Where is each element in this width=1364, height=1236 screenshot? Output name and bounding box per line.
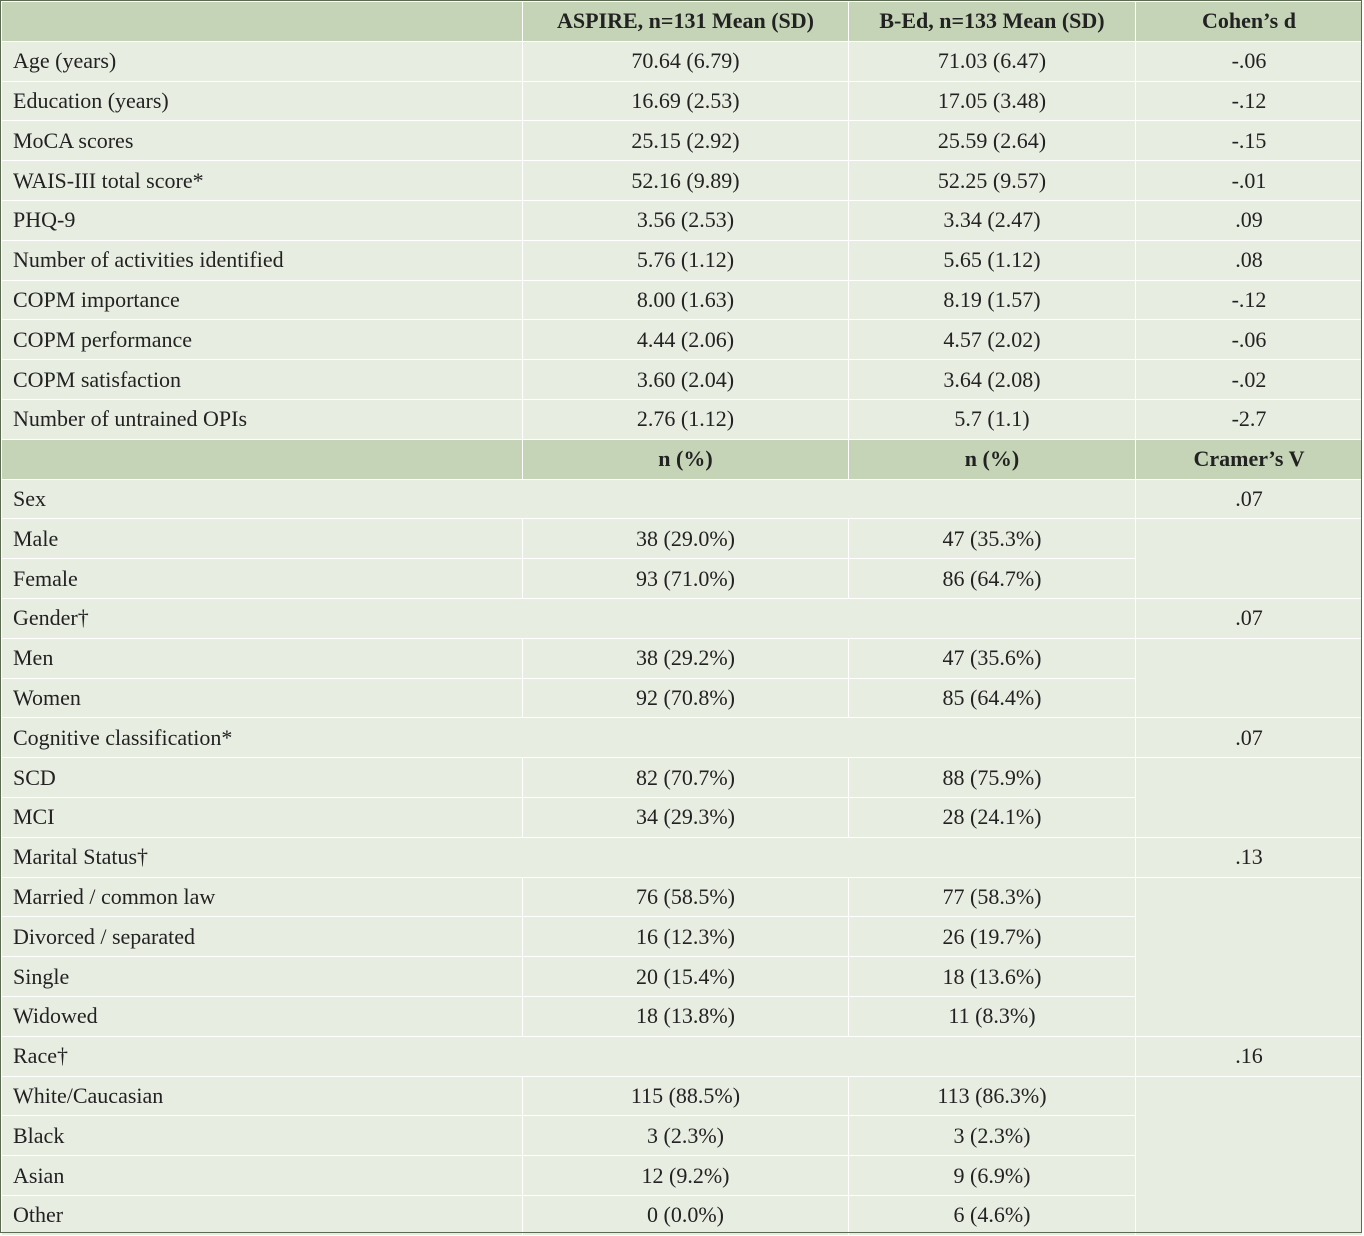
cramers-v-value: .13 <box>1136 837 1363 877</box>
header-aspire: ASPIRE, n=131 Mean (SD) <box>523 2 849 42</box>
group-label: Gender† <box>2 598 1136 638</box>
table-row <box>2 1076 1363 1116</box>
demographics-table <box>1 1 1363 1236</box>
aspire-value: 5.76 (1.12) <box>523 240 849 280</box>
aspire-value: 92 (70.8%) <box>523 678 849 718</box>
row-label: COPM importance <box>2 280 523 320</box>
bed-value: 88 (75.9%) <box>849 758 1136 798</box>
row-label: Divorced / separated <box>2 917 523 957</box>
bed-value: 25.59 (2.64) <box>849 121 1136 161</box>
aspire-value: 52.16 (9.89) <box>523 161 849 201</box>
row-label: Asian <box>2 1156 523 1196</box>
header-row-categorical <box>2 439 1363 479</box>
row-label: MoCA scores <box>2 121 523 161</box>
aspire-value: 8.00 (1.63) <box>523 280 849 320</box>
bed-value: 113 (86.3%) <box>849 1076 1136 1116</box>
table-row <box>2 121 1363 161</box>
row-label: SCD <box>2 758 523 798</box>
group-row <box>2 718 1363 758</box>
table-row <box>2 758 1363 798</box>
header-empty-cell <box>2 439 523 479</box>
table-row <box>2 280 1363 320</box>
bed-value: 47 (35.6%) <box>849 638 1136 678</box>
cohens-d-value: .08 <box>1136 240 1363 280</box>
row-label: Female <box>2 559 523 599</box>
cramers-v-value: .07 <box>1136 598 1363 638</box>
cohens-d-value: -.15 <box>1136 121 1363 161</box>
aspire-value: 0 (0.0%) <box>523 1195 849 1235</box>
bed-value: 28 (24.1%) <box>849 797 1136 837</box>
table-row <box>2 320 1363 360</box>
cramers-v-value: .07 <box>1136 479 1363 519</box>
cohens-d-value: -.01 <box>1136 161 1363 201</box>
header-empty-cell <box>2 2 523 42</box>
table-row <box>2 638 1363 678</box>
header-cramers-v: Cramer’s V <box>1136 439 1363 479</box>
cramers-v-value: .07 <box>1136 718 1363 758</box>
row-label: PHQ-9 <box>2 200 523 240</box>
row-label: Age (years) <box>2 41 523 81</box>
table-row <box>2 200 1363 240</box>
bed-value: 11 (8.3%) <box>849 996 1136 1036</box>
group-label: Cognitive classification* <box>2 718 1136 758</box>
table-row <box>2 360 1363 400</box>
bed-value: 52.25 (9.57) <box>849 161 1136 201</box>
group-label: Marital Status† <box>2 837 1136 877</box>
aspire-value: 76 (58.5%) <box>523 877 849 917</box>
bed-value: 3.64 (2.08) <box>849 360 1136 400</box>
cohens-d-value: -.06 <box>1136 320 1363 360</box>
table-row <box>2 41 1363 81</box>
aspire-value: 20 (15.4%) <box>523 957 849 997</box>
empty-effect-cell <box>1136 758 1363 838</box>
table-row <box>2 161 1363 201</box>
table-row <box>2 399 1363 439</box>
bed-value: 47 (35.3%) <box>849 519 1136 559</box>
row-label: COPM performance <box>2 320 523 360</box>
aspire-value: 70.64 (6.79) <box>523 41 849 81</box>
bed-value: 3 (2.3%) <box>849 1116 1136 1156</box>
bed-value: 77 (58.3%) <box>849 877 1136 917</box>
cohens-d-value: -.02 <box>1136 360 1363 400</box>
table-row <box>2 81 1363 121</box>
aspire-value: 82 (70.7%) <box>523 758 849 798</box>
row-label: Number of activities identified <box>2 240 523 280</box>
row-label: Education (years) <box>2 81 523 121</box>
header-bed: B-Ed, n=133 Mean (SD) <box>849 2 1136 42</box>
cohens-d-value: .09 <box>1136 200 1363 240</box>
aspire-value: 3.60 (2.04) <box>523 360 849 400</box>
bed-value: 6 (4.6%) <box>849 1195 1136 1235</box>
row-label: Black <box>2 1116 523 1156</box>
cohens-d-value: -2.7 <box>1136 399 1363 439</box>
table-row <box>2 519 1363 559</box>
cohens-d-value: -.06 <box>1136 41 1363 81</box>
aspire-value: 38 (29.0%) <box>523 519 849 559</box>
bed-value: 5.7 (1.1) <box>849 399 1136 439</box>
header-bed-n: n (%) <box>849 439 1136 479</box>
table-row <box>2 877 1363 917</box>
row-label: Married / common law <box>2 877 523 917</box>
row-label: Women <box>2 678 523 718</box>
empty-effect-cell <box>1136 638 1363 718</box>
empty-effect-cell <box>1136 877 1363 1036</box>
aspire-value: 18 (13.8%) <box>523 996 849 1036</box>
group-row <box>2 479 1363 519</box>
bed-value: 17.05 (3.48) <box>849 81 1136 121</box>
aspire-value: 38 (29.2%) <box>523 638 849 678</box>
aspire-value: 16 (12.3%) <box>523 917 849 957</box>
row-label: White/Caucasian <box>2 1076 523 1116</box>
aspire-value: 16.69 (2.53) <box>523 81 849 121</box>
row-label: WAIS-III total score* <box>2 161 523 201</box>
group-row <box>2 1036 1363 1076</box>
row-label: MCI <box>2 797 523 837</box>
cohens-d-value: -.12 <box>1136 280 1363 320</box>
aspire-value: 3.56 (2.53) <box>523 200 849 240</box>
empty-effect-cell <box>1136 1076 1363 1235</box>
empty-effect-cell <box>1136 519 1363 599</box>
aspire-value: 34 (29.3%) <box>523 797 849 837</box>
aspire-value: 93 (71.0%) <box>523 559 849 599</box>
header-cohens-d: Cohen’s d <box>1136 2 1363 42</box>
aspire-value: 3 (2.3%) <box>523 1116 849 1156</box>
row-label: Single <box>2 957 523 997</box>
group-label: Race† <box>2 1036 1136 1076</box>
row-label: Number of untrained OPIs <box>2 399 523 439</box>
aspire-value: 2.76 (1.12) <box>523 399 849 439</box>
table-row <box>2 240 1363 280</box>
bed-value: 18 (13.6%) <box>849 957 1136 997</box>
bed-value: 3.34 (2.47) <box>849 200 1136 240</box>
aspire-value: 25.15 (2.92) <box>523 121 849 161</box>
bed-value: 85 (64.4%) <box>849 678 1136 718</box>
bed-value: 26 (19.7%) <box>849 917 1136 957</box>
bed-value: 8.19 (1.57) <box>849 280 1136 320</box>
bed-value: 86 (64.7%) <box>849 559 1136 599</box>
aspire-value: 4.44 (2.06) <box>523 320 849 360</box>
group-label: Sex <box>2 479 1136 519</box>
header-aspire-n: n (%) <box>523 439 849 479</box>
row-label: Widowed <box>2 996 523 1036</box>
row-label: Male <box>2 519 523 559</box>
bed-value: 9 (6.9%) <box>849 1156 1136 1196</box>
aspire-value: 12 (9.2%) <box>523 1156 849 1196</box>
bed-value: 71.03 (6.47) <box>849 41 1136 81</box>
cramers-v-value: .16 <box>1136 1036 1363 1076</box>
bed-value: 4.57 (2.02) <box>849 320 1136 360</box>
aspire-value: 115 (88.5%) <box>523 1076 849 1116</box>
cohens-d-value: -.12 <box>1136 81 1363 121</box>
row-label: COPM satisfaction <box>2 360 523 400</box>
group-row <box>2 598 1363 638</box>
group-row <box>2 837 1363 877</box>
row-label: Other <box>2 1195 523 1235</box>
table-body <box>2 2 1363 1236</box>
bed-value: 5.65 (1.12) <box>849 240 1136 280</box>
header-row-continuous <box>2 2 1363 42</box>
row-label: Men <box>2 638 523 678</box>
